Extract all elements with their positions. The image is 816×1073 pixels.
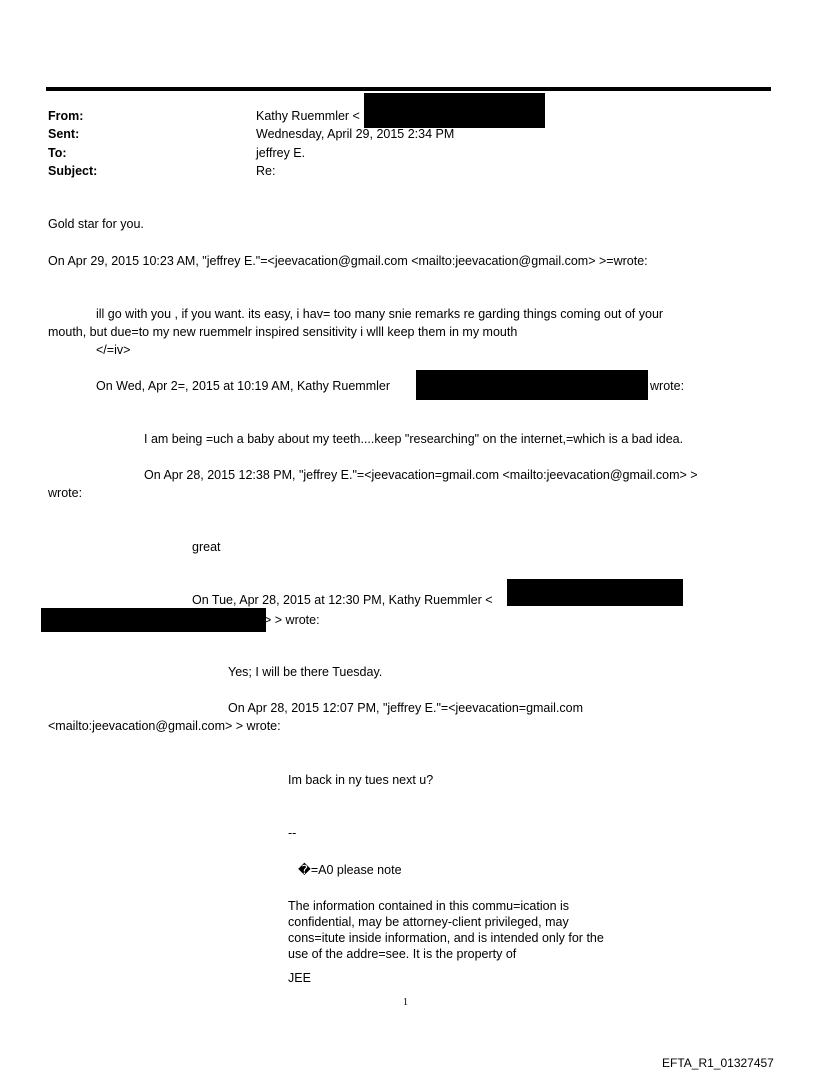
subject-label: Subject: (48, 164, 98, 178)
to-value: jeffrey E. (256, 146, 306, 160)
quote-header: wrote: (48, 486, 83, 500)
document-id: EFTA_R1_01327457 (662, 1056, 774, 1070)
quote-header: On Wed, Apr 2=, 2015 at 10:19 AM, Kathy Ruemmler (96, 379, 391, 393)
redaction-box (416, 370, 648, 400)
quote-header: On Tue, Apr 28, 2015 at 12:30 PM, Kathy Ruemmler < (192, 593, 493, 607)
quote-header: On Apr 28, 2015 12:38 PM, "jeffrey E."=<jeevacation=gmail.com <mailto:jeevacation@gmail.com> > (144, 468, 698, 482)
sent-label: Sent: (48, 127, 80, 141)
subject-value: Re: (256, 164, 276, 178)
to-label: To: (48, 146, 67, 160)
quote-header: <mailto:jeevacation@gmail.com> > wrote: (48, 719, 281, 733)
sent-value: Wednesday, April 29, 2015 2:34 PM (256, 127, 455, 141)
quoted-text: I am being =uch a baby about my teeth....keep "researching" on the internet,=which is a bad idea. (144, 432, 684, 446)
from-label: From: (48, 109, 84, 123)
confidentiality-notice: The information contained in this commu=ication is confidential, may be attorney-client privileged, may cons=itute inside information, and is intended only for the use of the addre=see. It is the property of (288, 899, 604, 961)
header-rule (46, 87, 771, 91)
redaction-box (364, 93, 545, 128)
quoted-text: Yes; I will be there Tuesday. (228, 665, 383, 679)
quote-header: On Apr 28, 2015 12:07 PM, "jeffrey E."=<jeevacation=gmail.com (228, 701, 584, 715)
signature-separator: -- (288, 826, 297, 840)
quoted-text: ill go with you , if you want. its easy, i hav= too many snie remarks re garding things coming out of your (96, 307, 664, 321)
quote-header: > > wrote: (264, 613, 320, 627)
redaction-box (41, 608, 266, 632)
quoted-text: �=A0 please note (298, 863, 402, 877)
quoted-text: great (192, 540, 221, 554)
page-number: 1 (403, 997, 408, 1008)
quoted-text: JEE (288, 971, 311, 985)
reply-text: Gold star for you. (48, 217, 144, 231)
quoted-text: </=iv> (96, 343, 131, 357)
quoted-text: Im back in ny tues next u? (288, 773, 434, 787)
quoted-text: mouth, but due=to my new ruemmelr inspired sensitivity i wlll keep them in my mouth (48, 325, 518, 339)
from-value: Kathy Ruemmler < (256, 109, 360, 123)
quote-header: On Apr 29, 2015 10:23 AM, "jeffrey E."=<jeevacation@gmail.com <mailto:jeevacation@gmail.com> >=wrote: (48, 254, 648, 268)
redaction-box (507, 579, 683, 606)
quote-header: wrote: (650, 379, 685, 393)
